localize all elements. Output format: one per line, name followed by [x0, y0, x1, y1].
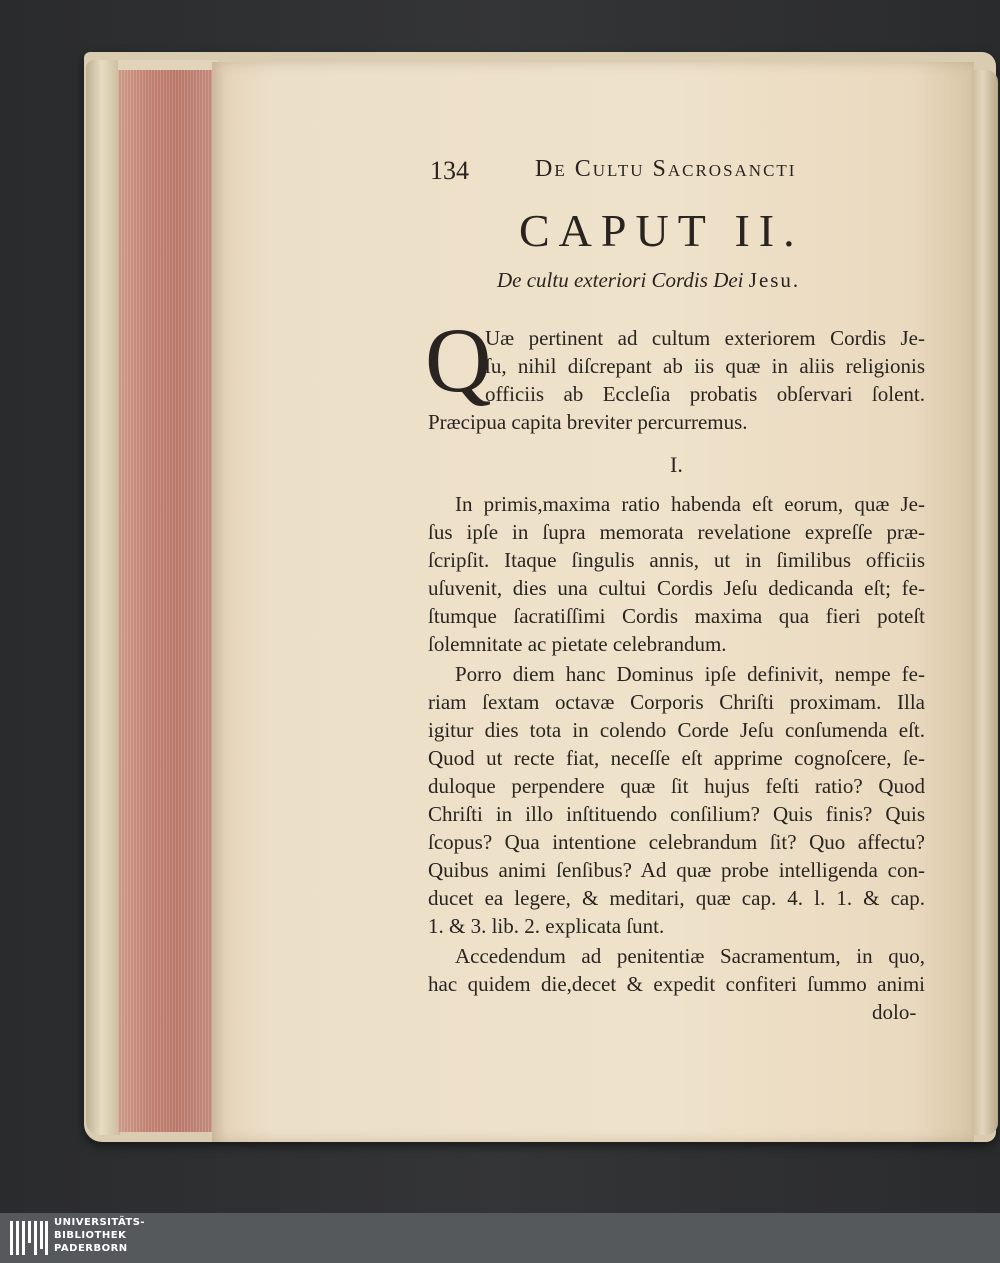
library-footer [0, 1213, 1000, 1263]
running-title: De Cultu Sacrosancti [535, 156, 797, 182]
page-number: 134 [430, 156, 469, 185]
body-line: In primis,maxima ratio habenda eſt eorum, quæ Je- [455, 492, 925, 516]
subtitle-roman: Jesu. [748, 268, 801, 292]
library-logo-icon [10, 1221, 48, 1255]
body-line: ducet ea legere, & meditari, quæ cap. 4. l. 1. & cap. [428, 886, 925, 910]
body-line: uſuvenit, dies una cultui Cordis Jeſu dedicanda eſt; fe- [428, 576, 925, 600]
subtitle-italic: De cultu exteriori Cordis Dei [497, 268, 744, 292]
page-right-edge [972, 70, 998, 1135]
body-line: 1. & 3. lib. 2. explicata ſunt. [428, 914, 665, 938]
chapter-title: CAPUT II. [519, 205, 804, 256]
body-line: ſcopus? Qua intentione celebrandum ſit? Quo affectu? [428, 830, 925, 854]
body-line: ſcripſit. Itaque ſingulis annis, ut in ſimilibus officiis [428, 548, 925, 572]
body-line: Quod ut recte fiat, neceſſe eſt apprime cognoſcere, ſe- [428, 746, 925, 770]
library-name-line: UNIVERSITÄTS- [54, 1217, 146, 1228]
intro-line: Præcipua capita breviter percurremus. [428, 410, 748, 434]
intro-line: officiis ab Eccleſia probatis obſervari ſolent. [485, 382, 925, 406]
library-name-line: PADERBORN [54, 1243, 128, 1254]
intro-line: Uæ pertinent ad cultum exteriorem Cordis Je- [485, 326, 925, 350]
chapter-subtitle [497, 268, 800, 293]
drop-cap: Q [425, 309, 492, 411]
page-block-top [118, 60, 218, 70]
body-line: duloque perpendere quæ ſit hujus feſti ratio? Quod [428, 774, 925, 798]
body-line: Accedendum ad penitentiæ Sacramentum, in quo, [455, 944, 925, 968]
body-line: hac quidem die,decet & expedit confiteri ſummo animi [428, 972, 925, 996]
body-line: ſtumque ſacratiſſimi Cordis maxima qua fieri poteſt [428, 604, 925, 628]
body-line: ſolemnitate ac pietate celebrandum. [428, 632, 727, 656]
section-number: I. [670, 452, 683, 477]
cover-spine-edge [86, 60, 120, 1135]
page-block-edge [118, 60, 218, 1132]
body-line: riam ſextam octavæ Corporis Chriſti proximam. Illa [428, 690, 925, 714]
intro-line: ſu, nihil diſcrepant ab iis quæ in aliis religionis [485, 354, 925, 378]
library-name-line: BIBLIOTHEK [54, 1230, 127, 1241]
body-line: Chriſti in illo inſtituendo conſilium? Quis finis? Quis [428, 802, 925, 826]
body-line: Porro diem hanc Dominus ipſe definivit, nempe fe- [455, 662, 925, 686]
body-line: ſus ipſe in ſupra memorata revelatione expreſſe præ- [428, 520, 925, 544]
catchword: dolo- [872, 1000, 917, 1024]
body-line: Quibus animi ſenſibus? Ad quæ probe intelligenda con- [428, 858, 925, 882]
body-line: igitur dies tota in colendo Corde Jeſu conſumenda eſt. [428, 718, 925, 742]
